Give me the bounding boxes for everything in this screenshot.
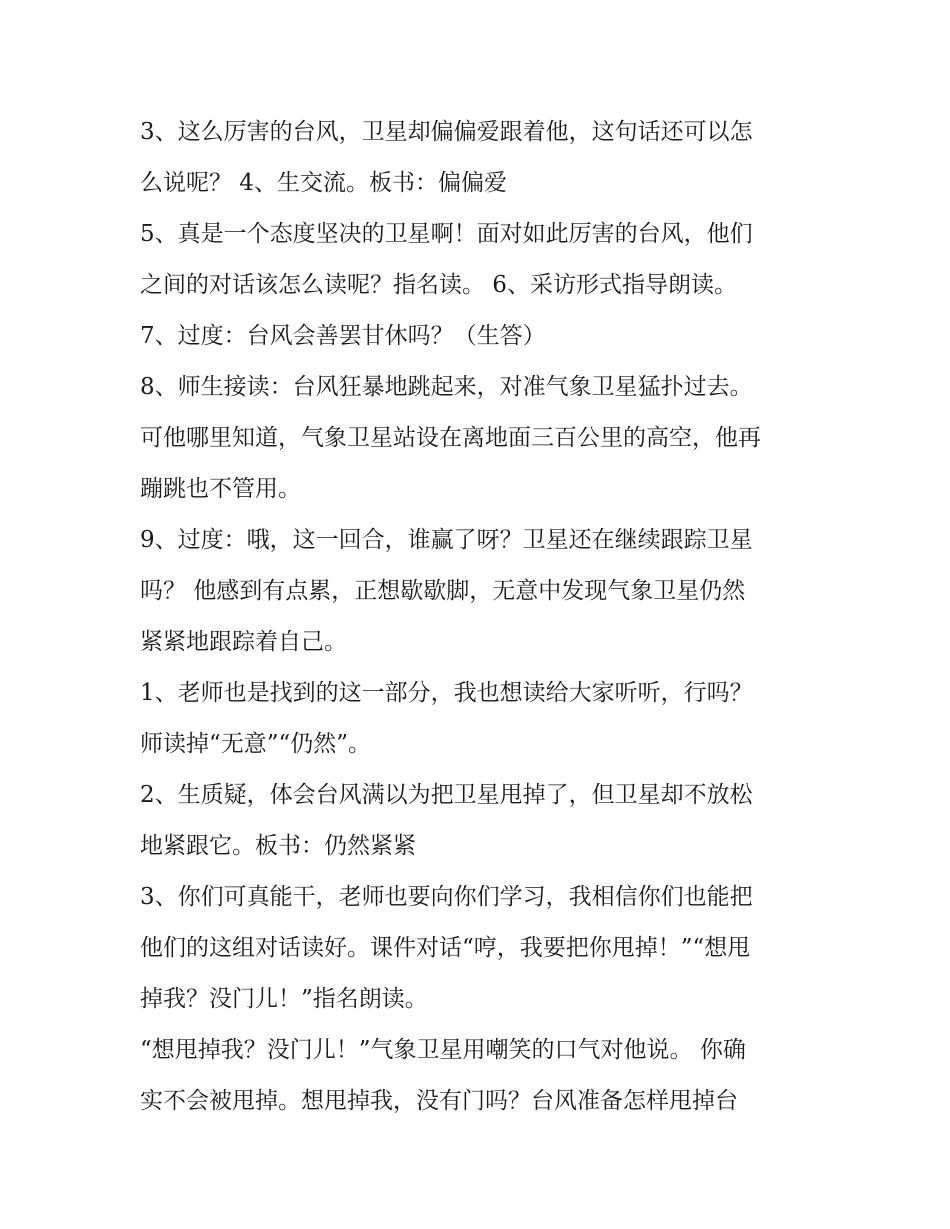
- text-line: 之间的对话该怎么读呢？指名读。 6、采访形式指导朗读。: [140, 272, 737, 298]
- text-line: 师读掉“无意”“仍然”。: [140, 731, 372, 757]
- text-line: 么说呢？ 4、生交流。板书：偏偏爱: [140, 170, 507, 196]
- text-line: 1、老师也是找到的这一部分，我也想读给大家听听，行吗？: [140, 680, 753, 706]
- text-line: 7、过度：台风会善罢甘休吗？（生答）: [140, 323, 546, 349]
- text-line: 3、这么厉害的台风，卫星却偏偏爱跟着他，这句话还可以怎: [140, 119, 753, 145]
- text-line: 紧紧地跟踪着自己。: [140, 629, 347, 655]
- text-line: 他们的这组对话读好。课件对话“哼，我要把你甩掉！”“想甩: [140, 935, 751, 961]
- text-line: 实不会被甩掉。想甩掉我，没有门吗？台风准备怎样甩掉台: [140, 1088, 738, 1114]
- text-line: 2、生质疑，体会台风满以为把卫星甩掉了，但卫星却不放松: [140, 782, 753, 808]
- text-line: 蹦跳也不管用。: [140, 476, 301, 502]
- text-line: 可他哪里知道，气象卫星站设在离地面三百公里的高空，他再: [140, 425, 761, 451]
- text-line: 9、过度：哦，这一回合，谁赢了呀？卫星还在继续跟踪卫星: [140, 527, 753, 553]
- document-body: [140, 107, 820, 1127]
- text-line: 吗？ 他感到有点累，正想歇歇脚，无意中发现气象卫星仍然: [140, 578, 746, 604]
- text-line: “想甩掉我？没门儿！”气象卫星用嘲笑的口气对他说。 你确: [140, 1037, 746, 1063]
- text-line: 8、师生接读：台风狂暴地跳起来，对准气象卫星猛扑过去。: [140, 374, 753, 400]
- text-line: 掉我？没门儿！”指名朗读。: [140, 986, 428, 1012]
- text-line: 地紧跟它。板书：仍然紧紧: [140, 833, 416, 859]
- text-line: 3、你们可真能干，老师也要向你们学习，我相信你们也能把: [140, 884, 753, 910]
- text-line: 5、真是一个态度坚决的卫星啊！面对如此厉害的台风，他们: [140, 221, 753, 247]
